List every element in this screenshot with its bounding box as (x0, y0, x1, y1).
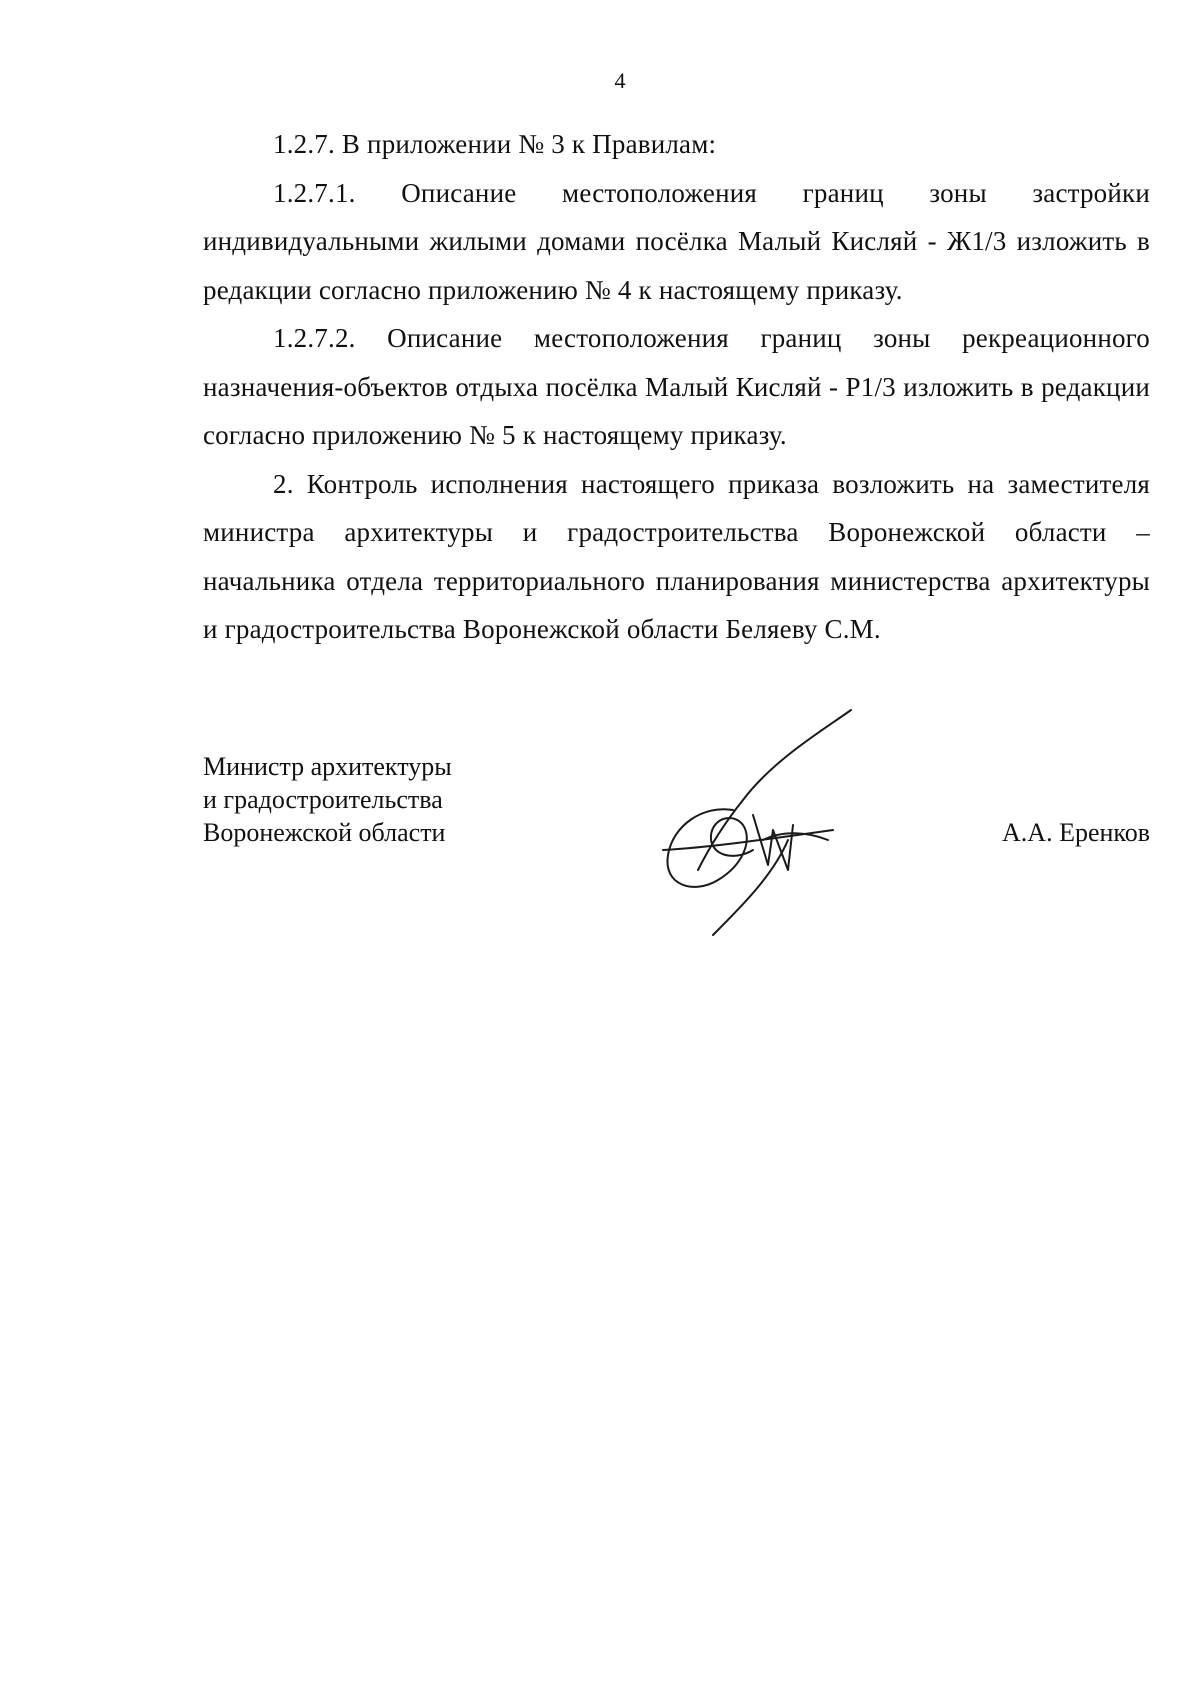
signer-title-line-2: и градостроительства (203, 785, 443, 814)
page-number: 4 (614, 68, 626, 93)
paragraph-1-2-7-1: 1.2.7.1. Описание местоположения границ зоны застройки индивидуальными жилыми домами посёлка Малый Кисляй - Ж1/3 изложить в редакции согласно приложению № 4 к настоящему приказу. (203, 177, 1150, 305)
handwritten-signature (623, 690, 963, 950)
paragraph-2-control: 2. Контроль исполнения настоящего приказа возложить на заместителя министра архитектуры и градостроительства Воронежской области – начальника отдела территориального планирования министерства архитектуры и градостроительства Воронежской области Беляеву С.М. (203, 468, 1150, 644)
signer-title-line-3: Воронежской области (203, 818, 446, 847)
signature-block (203, 750, 1150, 940)
signer-title (203, 750, 452, 849)
signer-title-line-1: Министр архитектуры (203, 752, 452, 781)
paragraph-1-2-7-2: 1.2.7.2. Описание местоположения границ зоны рекреационного назначения-объектов отдыха посёлка Малый Кисляй - Р1/3 изложить в редакции согласно приложению № 5 к настоящему приказу. (203, 323, 1150, 450)
paragraph-1-2-7: 1.2.7. В приложении № 3 к Правилам: (273, 129, 717, 159)
signer-name: А.А. Еренков (1002, 818, 1150, 847)
document-body (203, 120, 1150, 654)
